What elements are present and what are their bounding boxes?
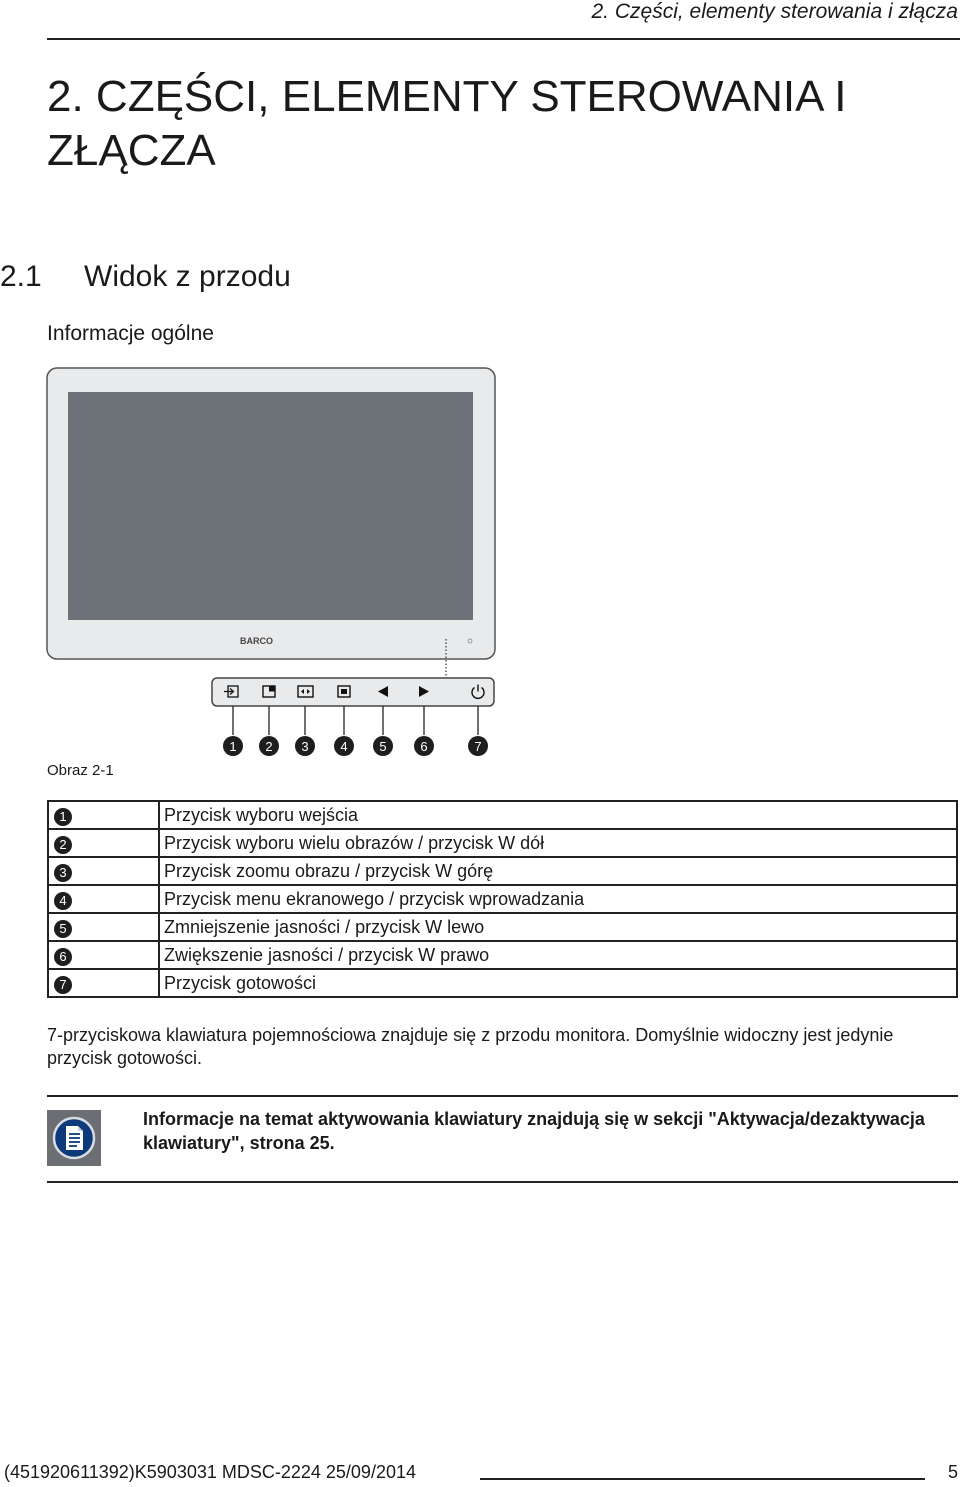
document-note-icon bbox=[47, 1110, 101, 1166]
note-top-rule bbox=[47, 1095, 958, 1097]
legend-row bbox=[48, 885, 957, 913]
keyboard-strip bbox=[212, 678, 494, 706]
legend-text: Przycisk gotowości bbox=[159, 969, 957, 997]
monitor-screen bbox=[68, 392, 473, 620]
legend-row bbox=[48, 801, 957, 829]
legend-number: 2 bbox=[54, 836, 72, 854]
callout-5-label: 5 bbox=[379, 739, 387, 754]
monitor-front-figure bbox=[40, 360, 510, 760]
callout-1-label: 1 bbox=[229, 739, 237, 754]
note-text: Informacje na temat aktywowania klawiatury znajdują się w sekcji "Aktywacja/dezaktywacja klawiatury", strona 25. bbox=[143, 1109, 925, 1153]
legend-text: Przycisk wyboru wejścia bbox=[159, 801, 957, 829]
legend-row bbox=[48, 913, 957, 941]
callout-7-label: 7 bbox=[474, 739, 482, 754]
chapter-title: 2. CZĘŚCI, ELEMENTY STEROWANIA I ZŁĄCZA bbox=[47, 72, 847, 175]
callout-2-label: 2 bbox=[265, 739, 273, 754]
keyboard-description: 7-przyciskowa klawiatura pojemnościowa znajduje się z przodu monitora. Domyślnie widoczny jest jedynie przycisk gotowości. bbox=[47, 1025, 894, 1068]
legend-row bbox=[48, 941, 957, 969]
legend-row bbox=[48, 969, 957, 997]
subsection-heading: Informacje ogólne bbox=[47, 322, 214, 345]
legend-text: Przycisk wyboru wielu obrazów / przycisk W dół bbox=[159, 829, 957, 857]
legend-table bbox=[47, 800, 958, 998]
legend-text: Zmniejszenie jasności / przycisk W lewo bbox=[159, 913, 957, 941]
page-number: 5 bbox=[947, 1462, 958, 1482]
callout-4-label: 4 bbox=[340, 739, 348, 754]
legend-number: 4 bbox=[54, 892, 72, 910]
figure-caption: Obraz 2-1 bbox=[47, 762, 114, 779]
legend-row bbox=[48, 857, 957, 885]
legend-number: 7 bbox=[54, 976, 72, 994]
header-rule bbox=[47, 38, 960, 40]
brand-logo: BARCO bbox=[240, 636, 273, 646]
callout-6-label: 6 bbox=[420, 739, 428, 754]
legend-row bbox=[48, 829, 957, 857]
running-header: 2. Części, elementy sterowania i złącza bbox=[591, 0, 958, 23]
legend-text: Przycisk zoomu obrazu / przycisk W górę bbox=[159, 857, 957, 885]
section-title bbox=[0, 260, 291, 294]
section-title-text: Widok z przodu bbox=[84, 260, 291, 293]
section-number: 2.1 bbox=[0, 260, 42, 293]
legend-number: 5 bbox=[54, 920, 72, 938]
legend-text: Zwiększenie jasności / przycisk W prawo bbox=[159, 941, 957, 969]
callout-3-label: 3 bbox=[301, 739, 309, 754]
legend-number: 3 bbox=[54, 864, 72, 882]
legend-number: 1 bbox=[54, 808, 72, 826]
footer-rule bbox=[480, 1478, 925, 1480]
note-bottom-rule bbox=[47, 1181, 958, 1183]
footer-doc-id: (451920611392)K5903031 MDSC-2224 25/09/2014 bbox=[4, 1462, 416, 1482]
legend-number: 6 bbox=[54, 948, 72, 966]
legend-text: Przycisk menu ekranowego / przycisk wprowadzania bbox=[159, 885, 957, 913]
